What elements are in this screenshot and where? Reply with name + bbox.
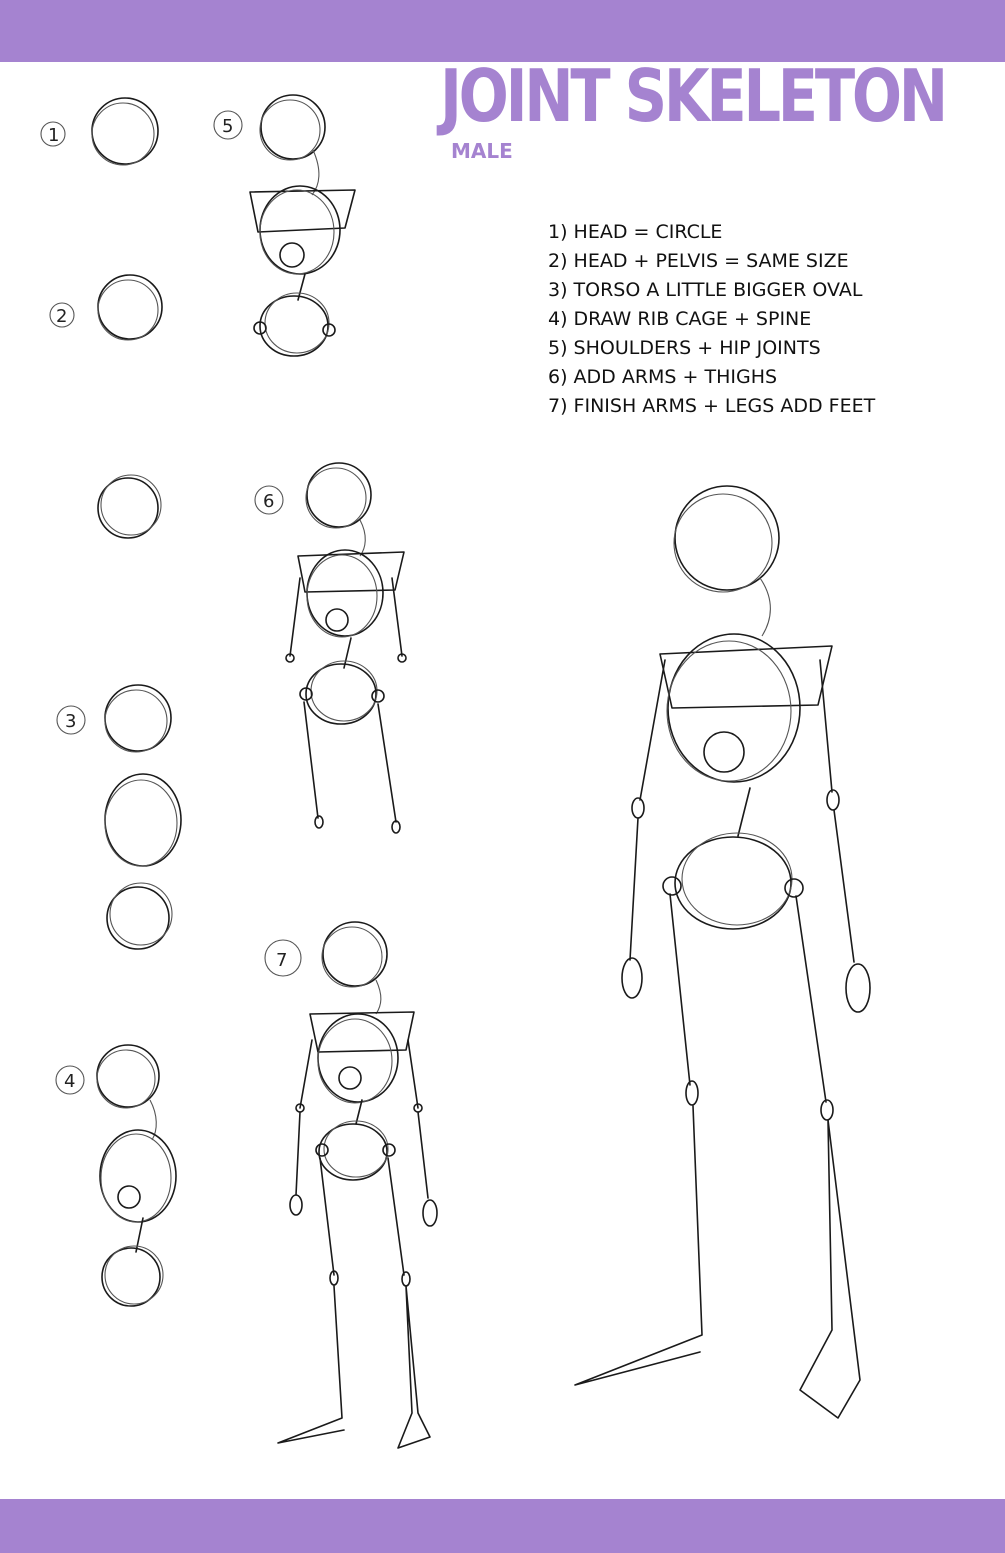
- large-skeleton-figure: [575, 486, 870, 1418]
- page-title: JOINT SKELETON: [440, 54, 945, 138]
- svg-text:6: 6: [263, 491, 275, 512]
- svg-text:1: 1: [48, 125, 60, 146]
- step-marker-5: [214, 111, 242, 139]
- step-marker-4: [56, 1066, 84, 1094]
- instruction-step-1: 1) HEAD = CIRCLE: [548, 221, 723, 243]
- step-marker-1: [41, 122, 65, 146]
- instruction-step-6: 6) ADD ARMS + THIGHS: [548, 366, 778, 388]
- svg-text:2: 2: [56, 306, 68, 327]
- instruction-step-7: 7) FINISH ARMS + LEGS ADD FEET: [548, 395, 876, 417]
- step-4-figure-sketch: [97, 1045, 176, 1306]
- step-2-pelvis-sketch: [98, 475, 161, 538]
- step-7-figure-sketch: [278, 922, 437, 1448]
- svg-text:4: 4: [64, 1071, 76, 1092]
- step-2-head-sketch: [98, 275, 162, 340]
- instruction-step-3: 3) TORSO A LITTLE BIGGER OVAL: [548, 279, 863, 301]
- step-3-figure-sketch: [105, 685, 181, 949]
- step-marker-3: [57, 706, 85, 734]
- svg-text:3: 3: [65, 711, 77, 732]
- page-subtitle: MALE: [451, 139, 513, 163]
- step-marker-6: [255, 486, 283, 514]
- instruction-step-4: 4) DRAW RIB CAGE + SPINE: [548, 308, 812, 330]
- instruction-step-5: 5) SHOULDERS + HIP JOINTS: [548, 337, 821, 359]
- instruction-step-2: 2) HEAD + PELVIS = SAME SIZE: [548, 250, 849, 272]
- step-6-figure-sketch: [286, 463, 406, 833]
- step-5-figure-sketch: [250, 95, 355, 356]
- svg-text:5: 5: [222, 116, 234, 137]
- step-marker-7: [265, 940, 301, 976]
- svg-text:7: 7: [276, 950, 288, 971]
- step-1-head-sketch: [92, 98, 158, 165]
- step-marker-2: [50, 303, 74, 327]
